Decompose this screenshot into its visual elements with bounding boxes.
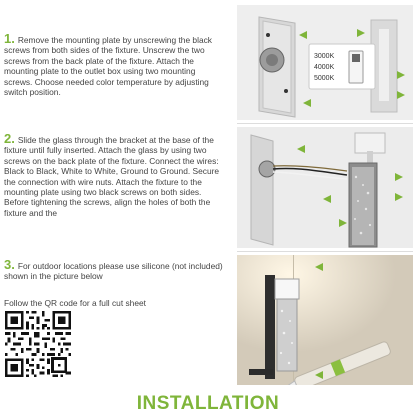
step-2-number: 2. <box>4 131 15 146</box>
step-1-text: Remove the mounting plate by unscrewing the black screws from both sides of the fixture. Unscrew the two screws from the back plate of the fixture. Attach the mounting plate to the outlet box using two mounting screws. Choose needed color temperature by adjusting switch position. <box>4 35 212 98</box>
step-2-illustration <box>237 127 413 248</box>
step-1-illustration <box>237 5 413 120</box>
step-2-text: Slide the glass through the bracket at the base of the fixture until fully inserted. Attach the glass by using two screws on the back plate of the fixture. Connect the wires: Black to Black, White to White, Ground to Ground. Secure the connection with wire nuts. Attach the fixture to the mounting plate using two black screws on both sides. Before tightening the screws, align the holes of both the fixture and the <box>4 135 220 218</box>
qr-code[interactable] <box>5 311 71 377</box>
step-3-number: 3. <box>4 257 15 272</box>
panel-divider-1 <box>237 123 413 124</box>
step-1-instruction <box>4 31 226 98</box>
step-2-instruction <box>4 131 226 218</box>
step-3-text: For outdoor locations please use silicone (not included) shown in the picture below <box>4 261 223 282</box>
switch-label-3000k: 3000K <box>314 53 335 60</box>
switch-label-4000k: 4000K <box>314 64 335 71</box>
step-3-illustration <box>237 255 413 385</box>
installation-title: INSTALLATION <box>136 393 280 414</box>
step-3-instruction <box>4 257 226 282</box>
qr-note: Follow the QR code for a full cut sheet <box>4 298 146 308</box>
panel-divider-2 <box>237 251 413 252</box>
switch-label-5000k: 5000K <box>314 75 335 82</box>
step-1-number: 1. <box>4 31 15 46</box>
